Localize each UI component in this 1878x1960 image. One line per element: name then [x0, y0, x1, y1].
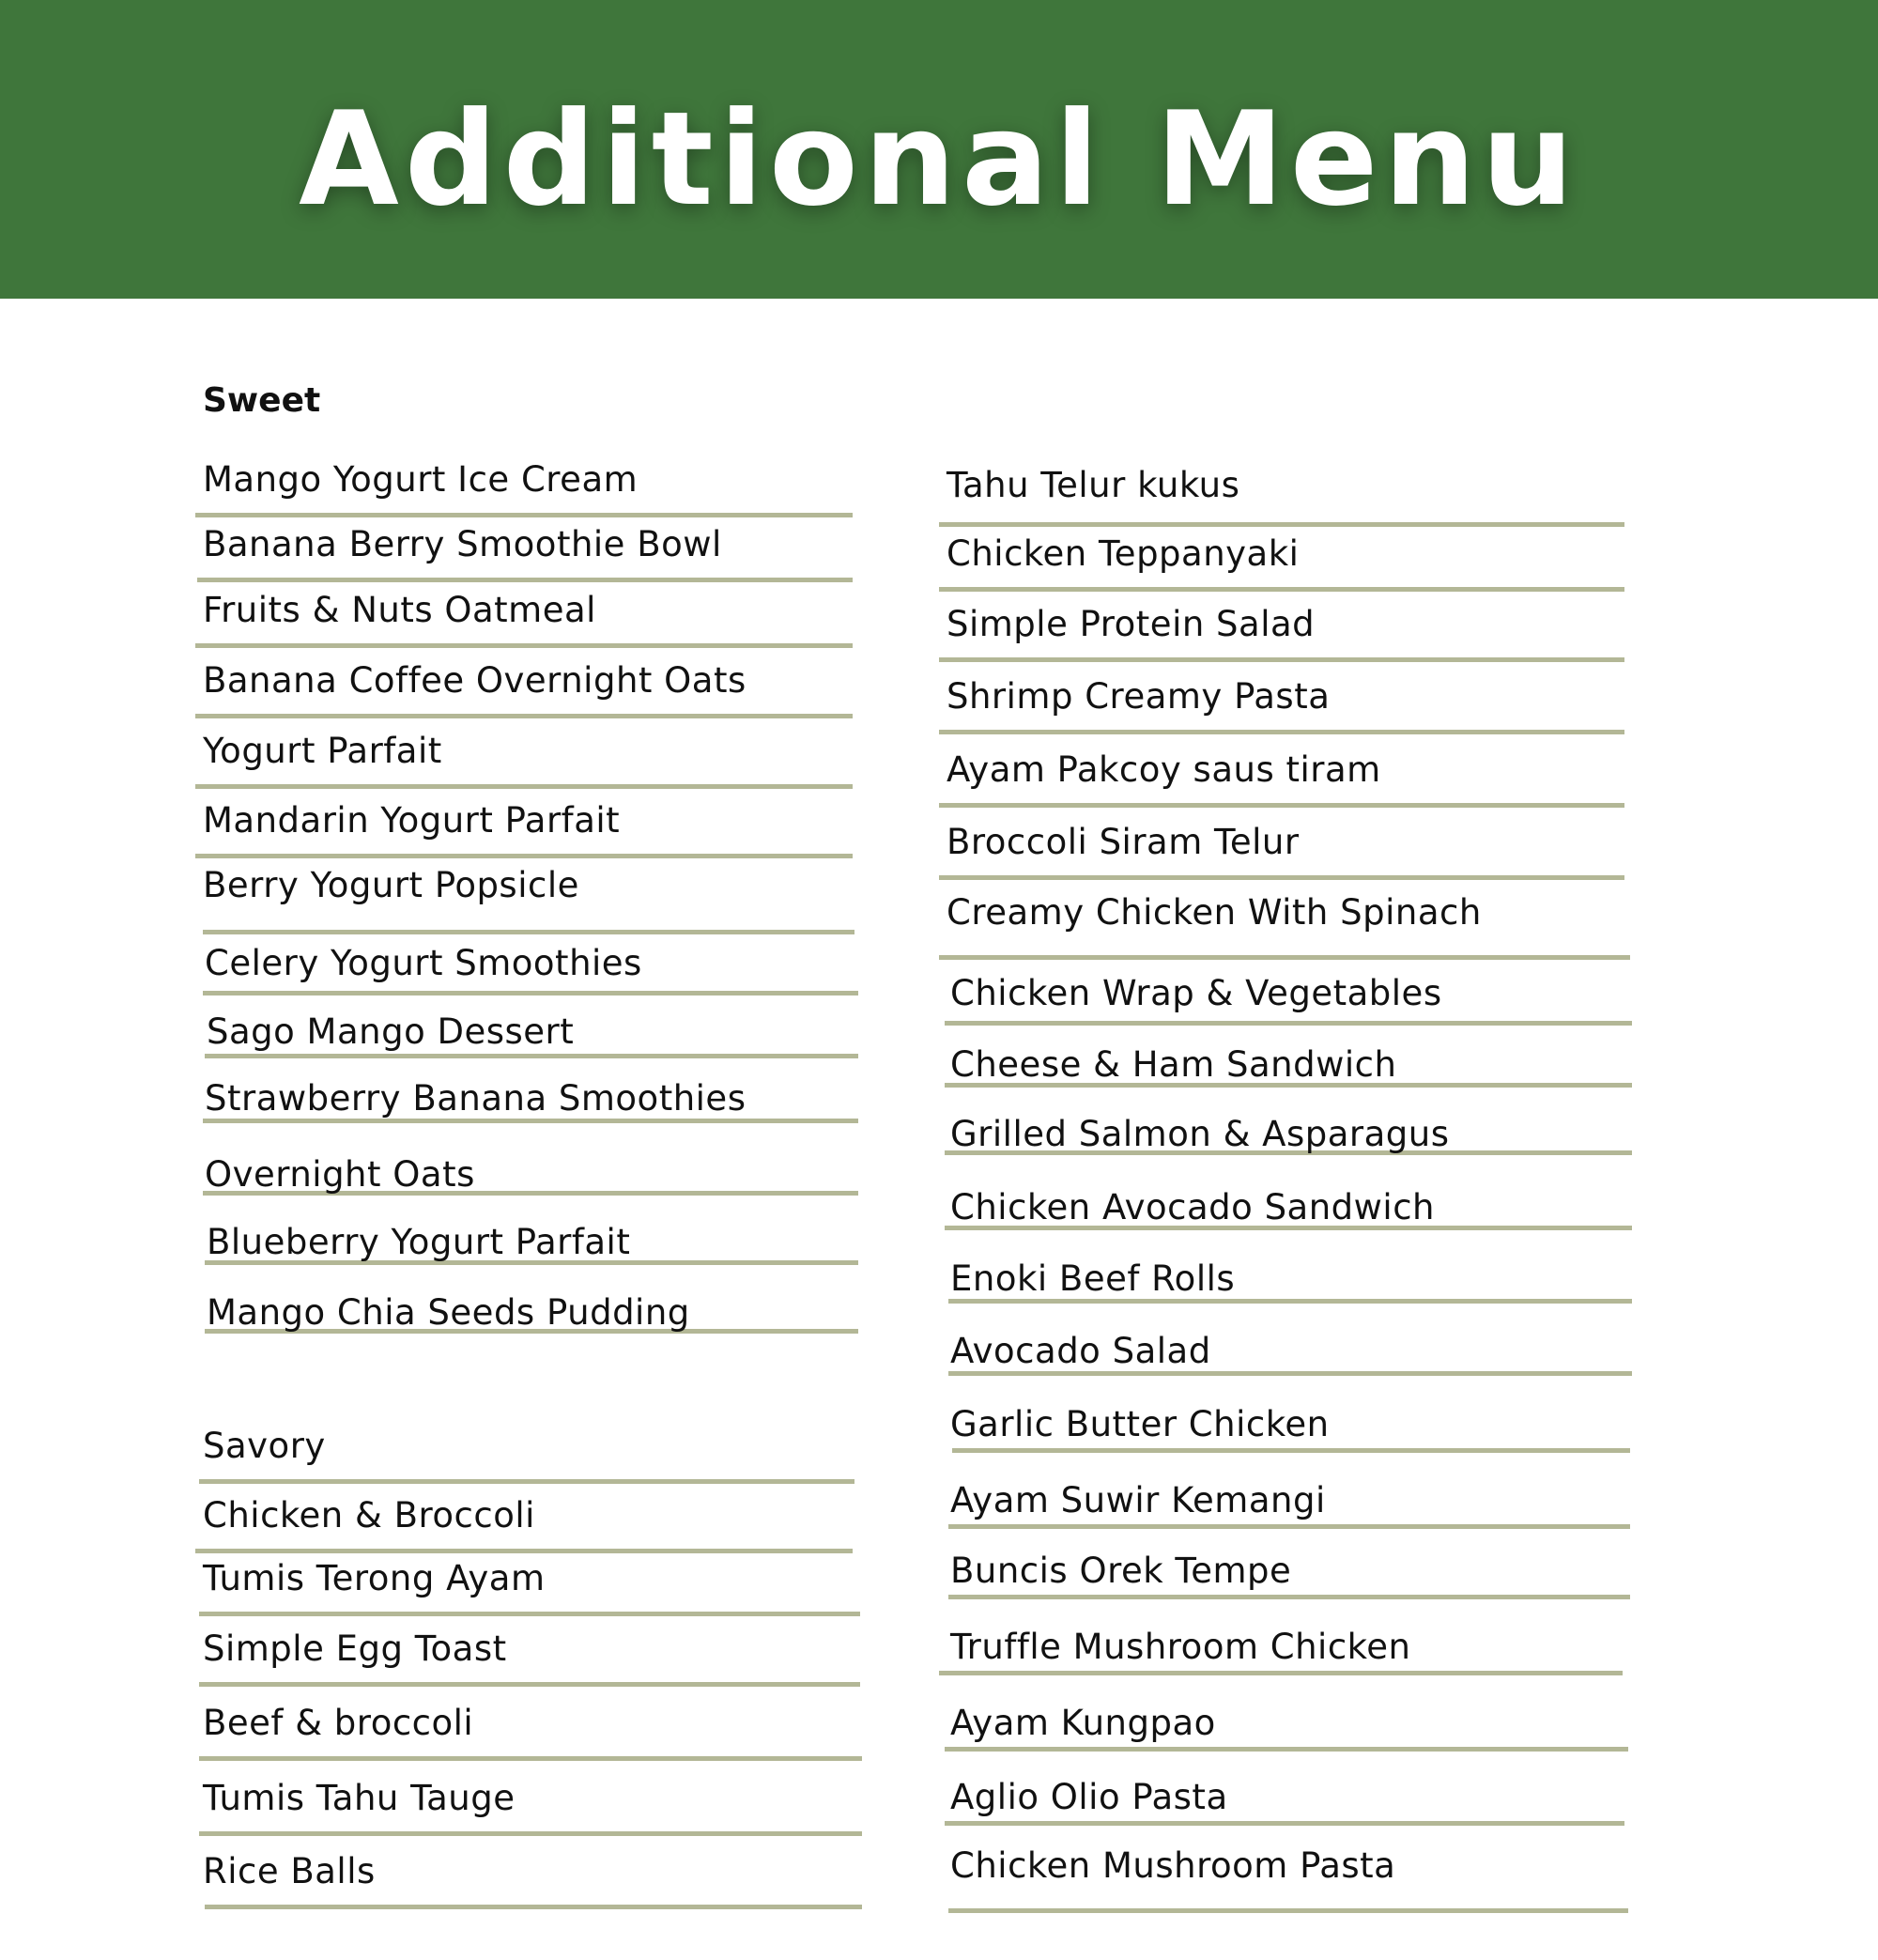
item-label: Banana Coffee Overnight Oats	[203, 660, 747, 701]
list-item	[195, 802, 853, 858]
item-label: Mandarin Yogurt Parfait	[203, 800, 621, 841]
list-item	[939, 824, 1624, 880]
item-label: Ayam Kungpao	[950, 1703, 1216, 1743]
list-item	[203, 1139, 858, 1196]
item-label: Broccoli Siram Telur	[947, 822, 1300, 862]
list-item	[939, 678, 1624, 734]
list-item	[199, 1428, 854, 1484]
list-item	[203, 865, 854, 934]
item-label: Mango Yogurt Ice Cream	[203, 459, 639, 500]
list-item	[945, 1031, 1632, 1088]
list-item	[939, 535, 1624, 592]
list-item	[199, 1780, 862, 1836]
list-item	[945, 1695, 1628, 1752]
item-label: Simple Egg Toast	[203, 1628, 507, 1669]
item-label: Ayam Pakcoy saus tiram	[947, 749, 1381, 790]
item-label: Chicken Teppanyaki	[947, 533, 1300, 574]
list-item	[948, 1473, 1630, 1529]
list-item	[195, 662, 853, 718]
item-label: Yogurt Parfait	[203, 731, 442, 771]
item-label: Ayam Suwir Kemangi	[950, 1480, 1326, 1520]
item-label: Chicken Wrap & Vegetables	[950, 973, 1442, 1013]
item-label: Fruits & Nuts Oatmeal	[203, 590, 596, 630]
item-label: Garlic Butter Chicken	[950, 1404, 1330, 1444]
list-item	[939, 465, 1624, 527]
list-item	[939, 1619, 1623, 1675]
list-item	[195, 1497, 853, 1553]
list-item	[939, 751, 1624, 808]
list-item	[205, 1002, 858, 1058]
list-item	[939, 892, 1630, 960]
list-item	[195, 592, 853, 648]
item-label: Cheese & Ham Sandwich	[950, 1044, 1397, 1085]
item-label: Rice Balls	[203, 1851, 376, 1891]
list-item	[948, 1320, 1632, 1376]
list-item	[205, 1209, 858, 1265]
item-label: Chicken & Broccoli	[203, 1495, 535, 1536]
sweet-heading: Sweet	[203, 381, 321, 420]
list-item	[948, 1247, 1632, 1304]
header-banner	[0, 0, 1878, 299]
list-item	[939, 606, 1624, 662]
item-label: Chicken Avocado Sandwich	[950, 1187, 1435, 1227]
item-label: Truffle Mushroom Chicken	[950, 1627, 1411, 1667]
list-item	[199, 1630, 860, 1687]
item-label: Banana Berry Smoothie Bowl	[203, 524, 722, 564]
list-item	[945, 1769, 1624, 1826]
item-label: Tumis Tahu Tauge	[203, 1778, 516, 1818]
list-item	[948, 1543, 1630, 1599]
item-label: Avocado Salad	[950, 1331, 1211, 1371]
item-label: Grilled Salmon & Asparagus	[950, 1114, 1450, 1154]
item-label: Creamy Chicken With Spinach	[947, 892, 1482, 933]
item-label: Celery Yogurt Smoothies	[205, 943, 642, 983]
item-label: Savory	[203, 1426, 326, 1466]
list-item	[199, 1705, 862, 1761]
item-label: Tumis Terong Ayam	[203, 1558, 546, 1598]
item-label: Blueberry Yogurt Parfait	[207, 1222, 631, 1262]
list-item	[199, 1560, 860, 1616]
item-label: Berry Yogurt Popsicle	[203, 865, 579, 905]
page-title: Additional Menu	[299, 84, 1579, 235]
item-label: Beef & broccoli	[203, 1703, 474, 1743]
list-item	[952, 1397, 1630, 1453]
list-item	[945, 1174, 1632, 1230]
item-label: Chicken Mushroom Pasta	[950, 1845, 1396, 1886]
item-label: Aglio Olio Pasta	[950, 1777, 1228, 1817]
item-label: Mango Chia Seeds Pudding	[207, 1292, 690, 1333]
list-item	[205, 1277, 858, 1334]
item-label: Shrimp Creamy Pasta	[947, 676, 1331, 717]
list-item	[205, 1853, 862, 1909]
item-label: Strawberry Banana Smoothies	[205, 1078, 747, 1119]
item-label: Simple Protein Salad	[947, 604, 1316, 644]
list-item	[195, 733, 853, 789]
list-item	[203, 1067, 858, 1123]
item-label: Overnight Oats	[205, 1154, 475, 1195]
item-label: Sago Mango Dessert	[207, 1011, 575, 1052]
item-label: Enoki Beef Rolls	[950, 1258, 1236, 1299]
list-item	[197, 526, 853, 582]
item-label: Tahu Telur kukus	[947, 465, 1240, 505]
item-label: Buncis Orek Tempe	[950, 1551, 1292, 1591]
list-item	[195, 461, 853, 517]
list-item	[203, 939, 858, 995]
list-item	[948, 1845, 1628, 1913]
list-item	[945, 1099, 1632, 1155]
list-item	[945, 969, 1632, 1026]
